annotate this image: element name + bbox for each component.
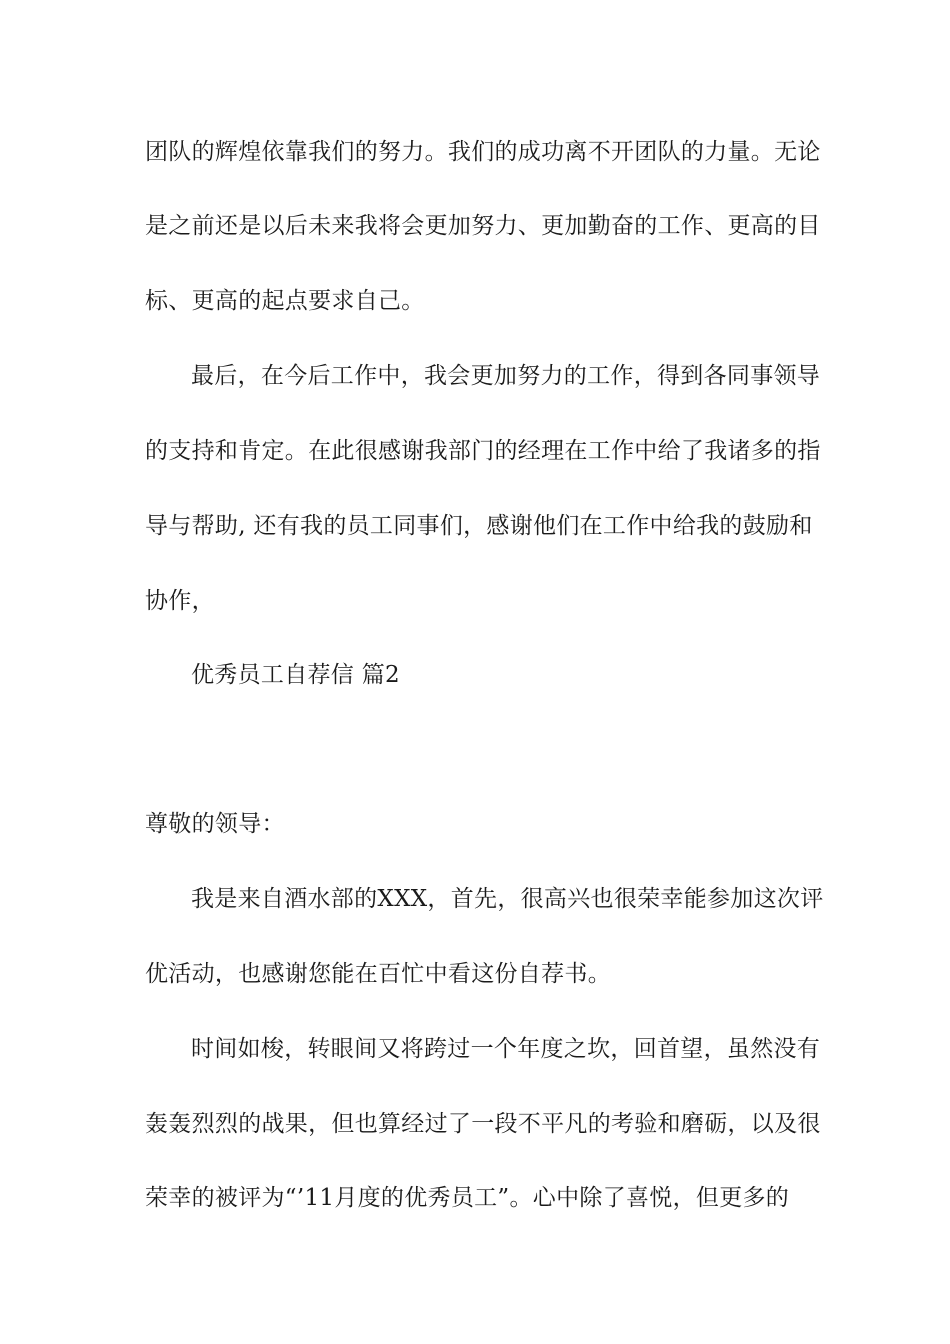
paragraph-line: 我是来自酒水部的XXX，首先，很高兴也很荣幸能参加这次评 — [191, 886, 824, 912]
paragraph-line: 团队的辉煌依靠我们的努力。我们的成功离不开团队的力量。无论 — [145, 139, 821, 165]
paragraph-line: 最后，在今后工作中，我会更加努力的工作，得到各同事领导 — [191, 363, 821, 389]
paragraph-line: 轰轰烈烈的战果，但也算经过了一段不平凡的考验和磨砺，以及很 — [145, 1111, 821, 1137]
paragraph-line: 是之前还是以后未来我将会更加努力、更加勤奋的工作、更高的目 — [145, 213, 821, 239]
paragraph-line: 导与帮助, 还有我的员工同事们，感谢他们在工作中给我的鼓励和 — [145, 513, 813, 539]
paragraph-line: 优活动，也感谢您能在百忙中看这份自荐书。 — [145, 961, 611, 987]
paragraph-line: 时间如梭，转眼间又将跨过一个年度之坎，回首望，虽然没有 — [191, 1036, 821, 1062]
paragraph-line: 协作， — [145, 588, 215, 614]
salutation: 尊敬的领导： — [145, 811, 285, 837]
paragraph-line: 的支持和肯定。在此很感谢我部门的经理在工作中给了我诸多的指 — [145, 438, 821, 464]
section-heading: 优秀员工自荐信 篇2 — [191, 662, 400, 688]
paragraph-line: 荣幸的被评为“’11月度的优秀员工”。心中除了喜悦，但更多的 — [145, 1185, 790, 1211]
paragraph-line: 标、更高的起点要求自己。 — [145, 288, 425, 314]
